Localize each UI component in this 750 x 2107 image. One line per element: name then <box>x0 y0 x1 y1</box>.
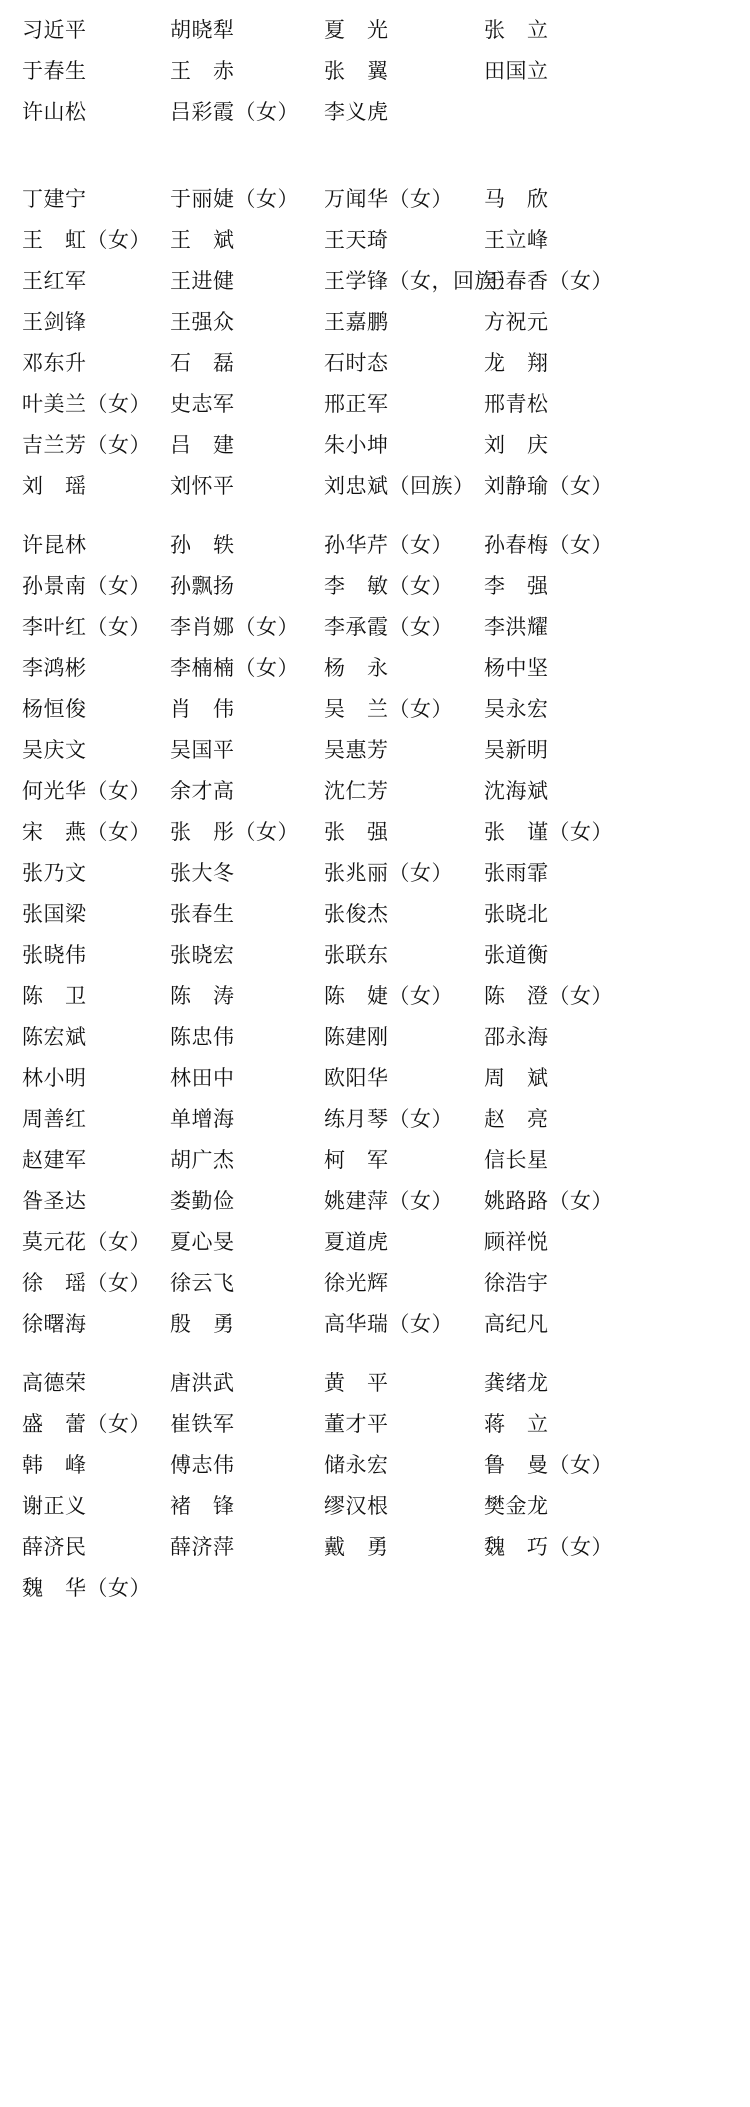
name-cell: 谢正义 <box>22 1494 87 1518</box>
name-cell: 陈宏斌 <box>22 1025 87 1049</box>
name-cell: 张 强 <box>324 820 389 844</box>
name-cell: 沈海斌 <box>484 779 549 803</box>
table-row <box>14 607 736 648</box>
name-cell: 王 赤 <box>170 59 235 83</box>
table-row <box>14 525 736 566</box>
name-cell: 李承霞（女） <box>324 615 453 639</box>
name-cell: 杨恒俊 <box>22 697 87 721</box>
name-cell: 陈 澄（女） <box>484 984 613 1008</box>
name-cell: 陈 涛 <box>170 984 235 1008</box>
name-cell: 吴惠芳 <box>324 738 389 762</box>
name-cell: 张晓北 <box>484 902 549 926</box>
name-cell: 高纪凡 <box>484 1312 549 1336</box>
name-cell: 张晓伟 <box>22 943 87 967</box>
table-row <box>14 343 736 384</box>
name-cell: 刘怀平 <box>170 474 235 498</box>
name-cell: 娄勤俭 <box>170 1189 235 1213</box>
name-cell: 龚绪龙 <box>484 1371 549 1395</box>
name-cell: 唐洪武 <box>170 1371 235 1395</box>
name-cell: 朱小坤 <box>324 433 389 457</box>
name-cell: 吴庆文 <box>22 738 87 762</box>
name-cell: 张春生 <box>170 902 235 926</box>
name-cell: 王 斌 <box>170 228 235 252</box>
name-cell: 张联东 <box>324 943 389 967</box>
name-cell: 刘忠斌（回族） <box>324 474 475 498</box>
name-cell: 何光华（女） <box>22 779 151 803</box>
name-cell: 吴新明 <box>484 738 549 762</box>
name-group-1 <box>14 10 736 133</box>
name-cell: 张 翼 <box>324 59 389 83</box>
name-cell: 姚路路（女） <box>484 1189 613 1213</box>
name-cell: 徐云飞 <box>170 1271 235 1295</box>
table-row <box>14 730 736 771</box>
table-row <box>14 220 736 261</box>
table-row <box>14 771 736 812</box>
name-cell: 徐浩宇 <box>484 1271 549 1295</box>
name-cell: 张乃文 <box>22 861 87 885</box>
table-row <box>14 302 736 343</box>
table-row <box>14 10 736 51</box>
name-cell: 张兆丽（女） <box>324 861 453 885</box>
name-cell: 于春生 <box>22 59 87 83</box>
table-row <box>14 976 736 1017</box>
name-cell: 蒋 立 <box>484 1412 549 1436</box>
name-cell: 李 敏（女） <box>324 574 453 598</box>
name-cell: 赵 亮 <box>484 1107 549 1131</box>
table-row <box>14 179 736 220</box>
table-row <box>14 853 736 894</box>
name-cell: 邢正军 <box>324 392 389 416</box>
name-cell: 信长星 <box>484 1148 549 1172</box>
name-cell: 夏道虎 <box>324 1230 389 1254</box>
name-group-3 <box>14 525 736 1345</box>
name-cell: 吴国平 <box>170 738 235 762</box>
name-cell: 肖 伟 <box>170 697 235 721</box>
table-row <box>14 1263 736 1304</box>
table-row <box>14 1404 736 1445</box>
name-cell: 陈 卫 <box>22 984 87 1008</box>
name-cell: 孙春梅（女） <box>484 533 613 557</box>
name-cell: 李鸿彬 <box>22 656 87 680</box>
name-cell: 田国立 <box>484 59 549 83</box>
name-cell: 李义虎 <box>324 100 389 124</box>
name-cell: 黄 平 <box>324 1371 389 1395</box>
name-cell: 李叶红（女） <box>22 615 151 639</box>
name-cell: 张大冬 <box>170 861 235 885</box>
name-cell: 吉兰芳（女） <box>22 433 151 457</box>
name-cell: 方祝元 <box>484 310 549 334</box>
table-row <box>14 425 736 466</box>
name-cell: 习近平 <box>22 18 87 42</box>
name-cell: 薛济萍 <box>170 1535 235 1559</box>
table-row <box>14 261 736 302</box>
table-row <box>14 92 736 133</box>
name-cell: 柯 军 <box>324 1148 389 1172</box>
name-cell: 魏 华（女） <box>22 1576 151 1600</box>
name-cell: 王学锋（女，回族） <box>324 269 518 293</box>
name-cell: 胡广杰 <box>170 1148 235 1172</box>
name-cell: 吕 建 <box>170 433 235 457</box>
table-row <box>14 689 736 730</box>
table-row <box>14 1363 736 1404</box>
name-cell: 许昆林 <box>22 533 87 557</box>
name-cell: 孙景南（女） <box>22 574 151 598</box>
name-cell: 吴 兰（女） <box>324 697 453 721</box>
name-cell: 石 磊 <box>170 351 235 375</box>
name-cell: 张国梁 <box>22 902 87 926</box>
name-cell: 刘 庆 <box>484 433 549 457</box>
name-cell: 许山松 <box>22 100 87 124</box>
name-cell: 薛济民 <box>22 1535 87 1559</box>
table-row <box>14 1445 736 1486</box>
name-cell: 鲁 曼（女） <box>484 1453 613 1477</box>
name-cell: 李洪耀 <box>484 615 549 639</box>
table-row <box>14 1568 736 1609</box>
name-cell: 陈忠伟 <box>170 1025 235 1049</box>
name-cell: 周 斌 <box>484 1066 549 1090</box>
name-cell: 王强众 <box>170 310 235 334</box>
name-cell: 王剑锋 <box>22 310 87 334</box>
name-cell: 吴永宏 <box>484 697 549 721</box>
name-cell: 王嘉鹏 <box>324 310 389 334</box>
name-cell: 杨 永 <box>324 656 389 680</box>
name-group-2 <box>14 179 736 507</box>
name-cell: 赵建军 <box>22 1148 87 1172</box>
table-row <box>14 1486 736 1527</box>
group-separator <box>14 507 736 525</box>
name-cell: 于丽婕（女） <box>170 187 299 211</box>
table-row <box>14 1222 736 1263</box>
name-cell: 史志军 <box>170 392 235 416</box>
table-row <box>14 1181 736 1222</box>
name-cell: 林田中 <box>170 1066 235 1090</box>
name-cell: 李肖娜（女） <box>170 615 299 639</box>
name-cell: 张道衡 <box>484 943 549 967</box>
name-cell: 储永宏 <box>324 1453 389 1477</box>
name-cell: 邵永海 <box>484 1025 549 1049</box>
name-cell: 张 彤（女） <box>170 820 299 844</box>
name-cell: 沈仁芳 <box>324 779 389 803</box>
name-cell: 徐曙海 <box>22 1312 87 1336</box>
name-cell: 夏心旻 <box>170 1230 235 1254</box>
name-cell: 樊金龙 <box>484 1494 549 1518</box>
name-cell: 高华瑞（女） <box>324 1312 453 1336</box>
name-cell: 刘静瑜（女） <box>484 474 613 498</box>
name-cell: 万闻华（女） <box>324 187 453 211</box>
name-cell: 李 强 <box>484 574 549 598</box>
name-cell: 欧阳华 <box>324 1066 389 1090</box>
name-cell: 胡晓犁 <box>170 18 235 42</box>
name-cell: 魏 巧（女） <box>484 1535 613 1559</box>
name-cell: 杨中坚 <box>484 656 549 680</box>
name-cell: 张俊杰 <box>324 902 389 926</box>
name-cell: 王红军 <box>22 269 87 293</box>
name-cell: 孙华芹（女） <box>324 533 453 557</box>
name-cell: 昝圣达 <box>22 1189 87 1213</box>
name-cell: 董才平 <box>324 1412 389 1436</box>
table-row <box>14 1304 736 1345</box>
name-cell: 夏 光 <box>324 18 389 42</box>
name-cell: 韩 峰 <box>22 1453 87 1477</box>
table-row <box>14 1017 736 1058</box>
name-cell: 宋 燕（女） <box>22 820 151 844</box>
name-cell: 孙 轶 <box>170 533 235 557</box>
name-cell: 姚建萍（女） <box>324 1189 453 1213</box>
name-cell: 傅志伟 <box>170 1453 235 1477</box>
name-cell: 邓东升 <box>22 351 87 375</box>
name-cell: 王天琦 <box>324 228 389 252</box>
table-row <box>14 812 736 853</box>
name-cell: 莫元花（女） <box>22 1230 151 1254</box>
table-row <box>14 1099 736 1140</box>
name-cell: 邢青松 <box>484 392 549 416</box>
name-cell: 张晓宏 <box>170 943 235 967</box>
name-cell: 龙 翔 <box>484 351 549 375</box>
table-row <box>14 384 736 425</box>
table-row <box>14 1058 736 1099</box>
name-cell: 缪汉根 <box>324 1494 389 1518</box>
name-cell: 陈建刚 <box>324 1025 389 1049</box>
name-cell: 殷 勇 <box>170 1312 235 1336</box>
table-row <box>14 648 736 689</box>
name-cell: 吕彩霞（女） <box>170 100 299 124</box>
name-cell: 周善红 <box>22 1107 87 1131</box>
name-cell: 徐 瑶（女） <box>22 1271 151 1295</box>
name-cell: 盛 蕾（女） <box>22 1412 151 1436</box>
name-cell: 顾祥悦 <box>484 1230 549 1254</box>
name-cell: 余才高 <box>170 779 235 803</box>
name-cell: 丁建宁 <box>22 187 87 211</box>
name-cell: 刘 瑶 <box>22 474 87 498</box>
name-cell: 张雨霏 <box>484 861 549 885</box>
name-cell: 李楠楠（女） <box>170 656 299 680</box>
name-cell: 林小明 <box>22 1066 87 1090</box>
name-cell: 单增海 <box>170 1107 235 1131</box>
name-cell: 陈 婕（女） <box>324 984 453 1008</box>
name-cell: 张 立 <box>484 18 549 42</box>
table-row <box>14 1140 736 1181</box>
table-row <box>14 51 736 92</box>
table-row <box>14 466 736 507</box>
name-cell: 王 虹（女） <box>22 228 151 252</box>
name-cell: 戴 勇 <box>324 1535 389 1559</box>
table-row <box>14 566 736 607</box>
name-cell: 高德荣 <box>22 1371 87 1395</box>
table-row <box>14 935 736 976</box>
name-cell: 孙飘扬 <box>170 574 235 598</box>
name-cell: 王立峰 <box>484 228 549 252</box>
name-cell: 张 谨（女） <box>484 820 613 844</box>
table-row <box>14 1527 736 1568</box>
name-cell: 马 欣 <box>484 187 549 211</box>
name-cell: 石时态 <box>324 351 389 375</box>
name-cell: 徐光辉 <box>324 1271 389 1295</box>
table-row <box>14 894 736 935</box>
name-cell: 练月琴（女） <box>324 1107 453 1131</box>
name-cell: 叶美兰（女） <box>22 392 151 416</box>
group-separator <box>14 1345 736 1363</box>
name-cell: 崔铁军 <box>170 1412 235 1436</box>
name-group-4 <box>14 1363 736 1609</box>
name-cell: 褚 锋 <box>170 1494 235 1518</box>
name-cell: 王春香（女） <box>484 269 613 293</box>
name-cell: 王进健 <box>170 269 235 293</box>
group-separator <box>14 133 736 179</box>
